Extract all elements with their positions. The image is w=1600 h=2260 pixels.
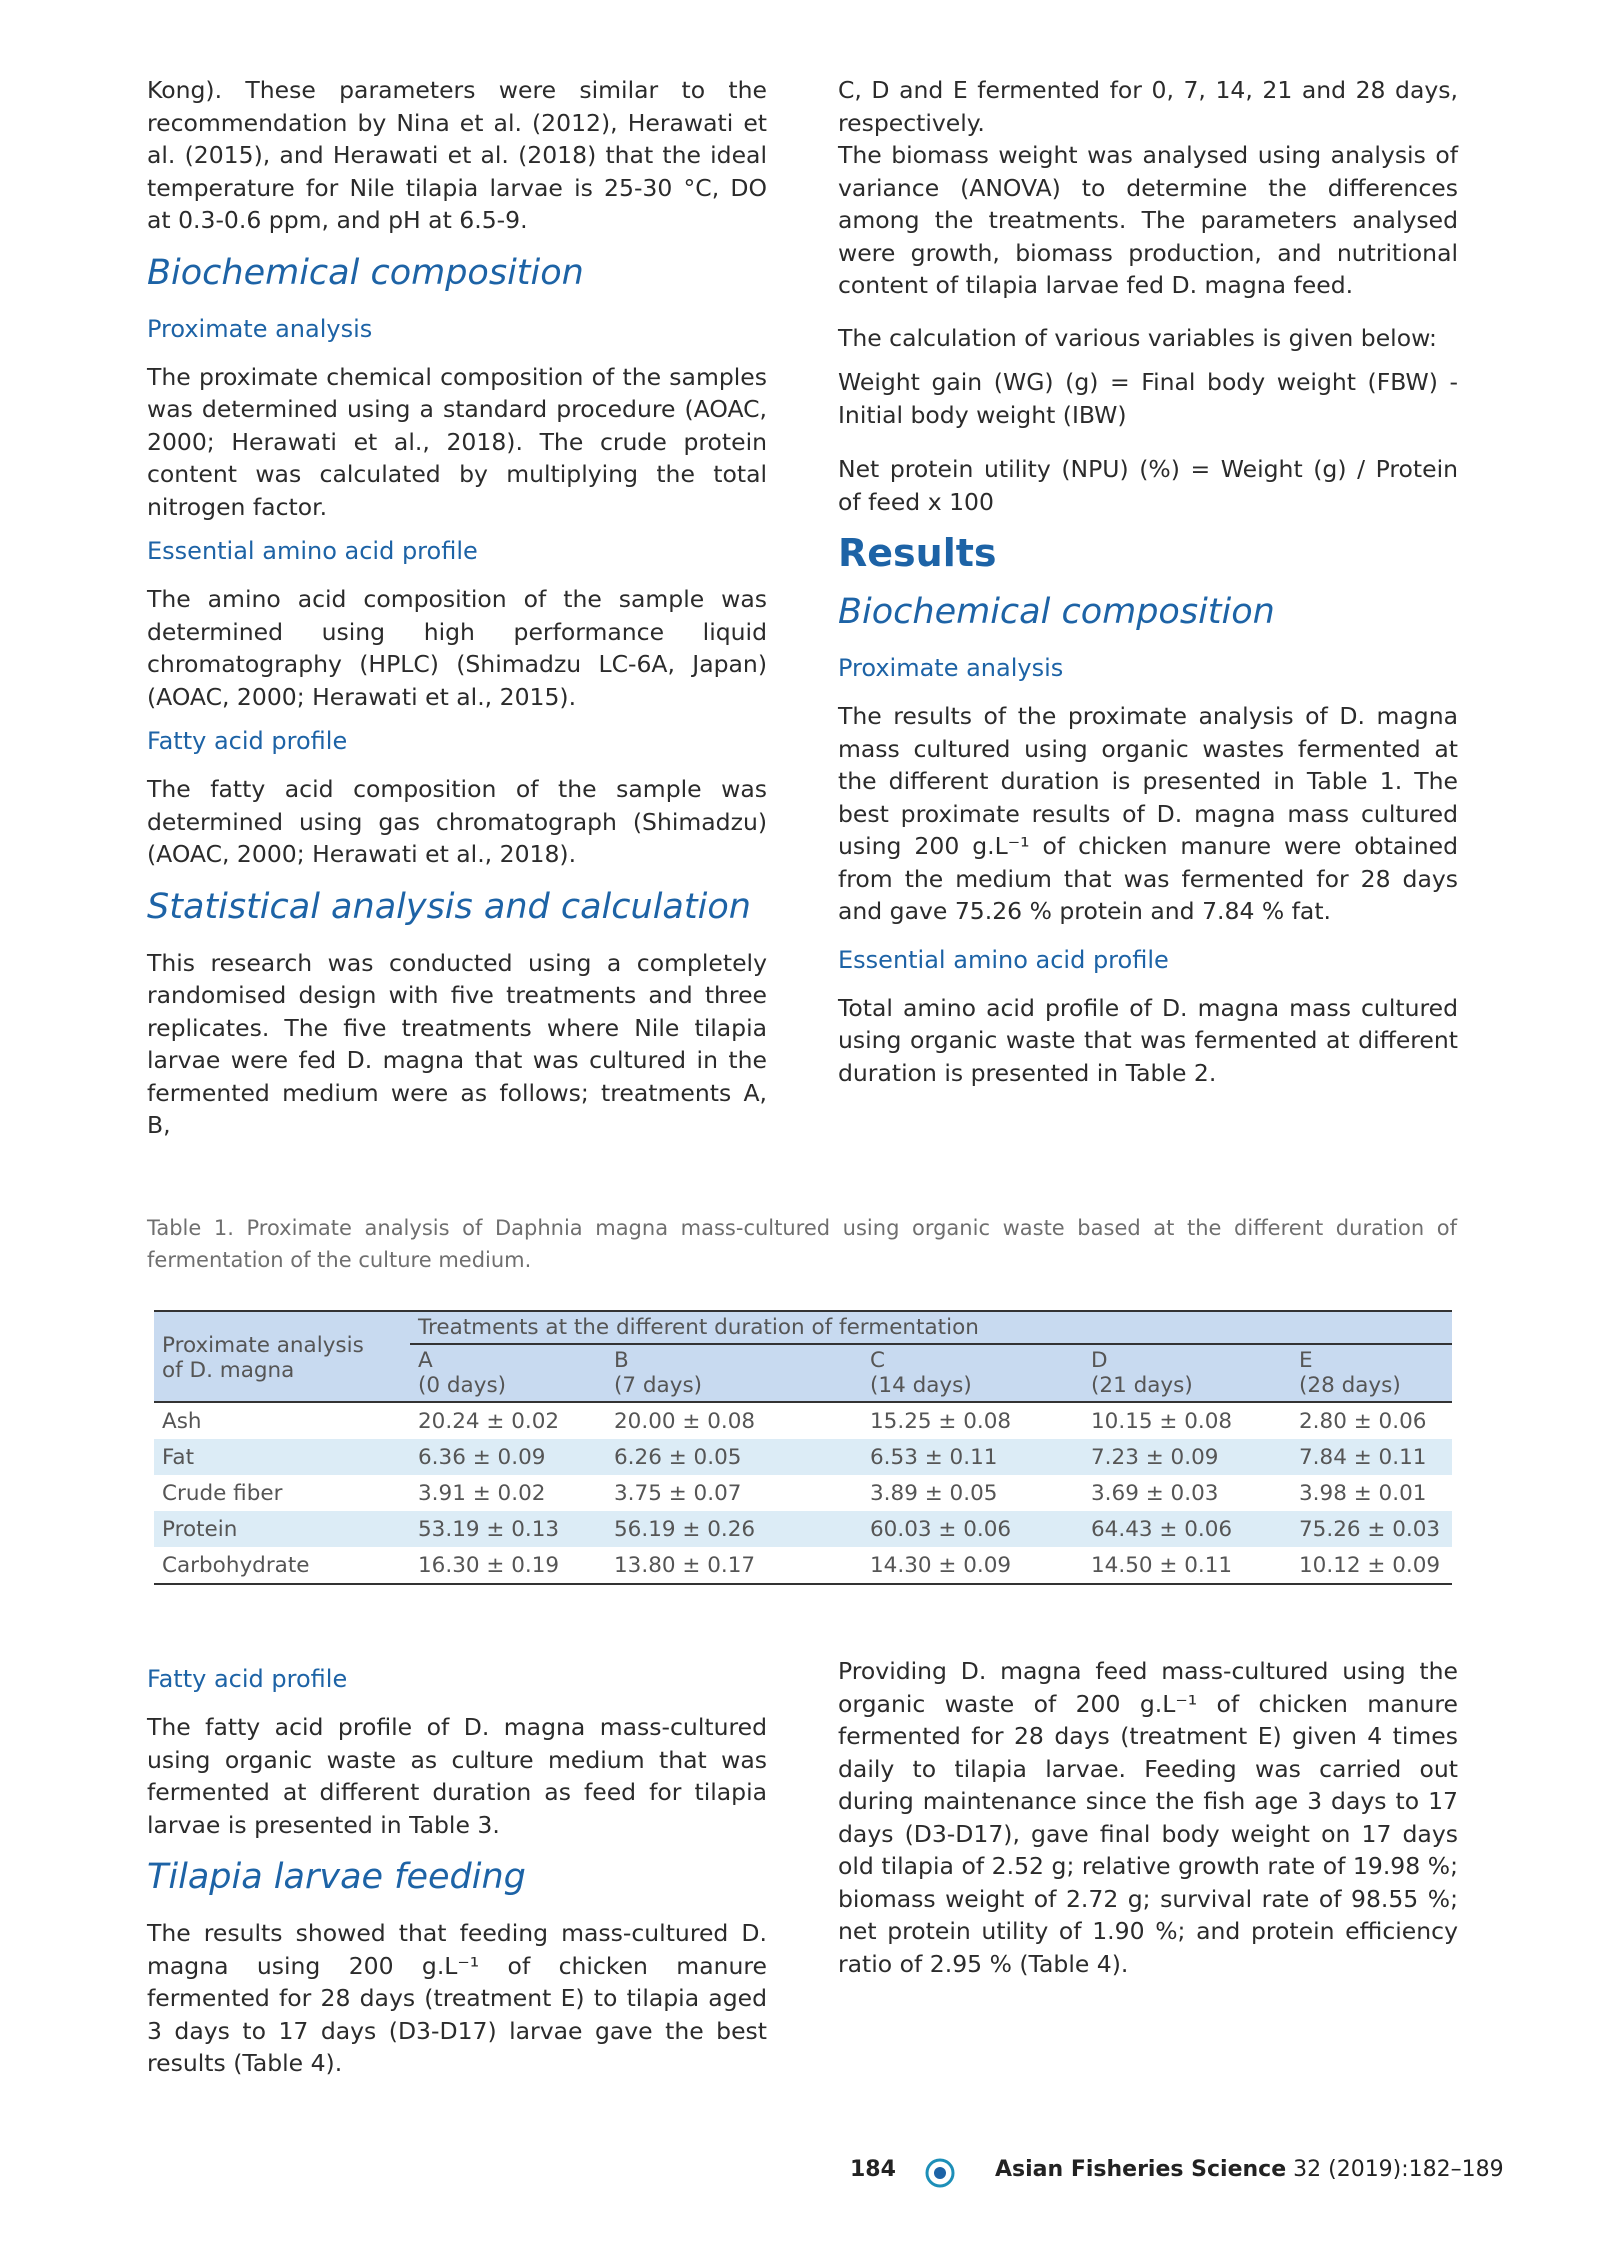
formula-weight-gain: Weight gain (WG) (g) = Final body weight (FBW) - Initial body weight (IBW) <box>838 368 1458 429</box>
table-cell: 60.03 ± 0.06 <box>870 1516 1012 1542</box>
row-header-line2: of D. magna <box>162 1358 295 1383</box>
table-row <box>154 1402 1452 1439</box>
section-heading-biochemical: Biochemical composition <box>147 252 584 293</box>
table-cell: 14.30 ± 0.09 <box>870 1552 1012 1578</box>
column-days: (21 days) <box>1091 1373 1193 1398</box>
subsection-heading-proximate: Proximate analysis <box>838 654 1064 682</box>
table-cell: 15.25 ± 0.08 <box>870 1408 1012 1434</box>
body-paragraph: The results of the proximate analysis of D. magna mass cultured using organic wastes fermented at the different duration is presented in Table 1. The best proximate results of D. magna mass cultured using 200 g.L⁻¹ of chicken manure were obtained from the medium that was fermented for 28 days and gave 75.26 % protein and 7.84 % fat. <box>838 702 1458 925</box>
body-paragraph: Total amino acid profile of D. magna mass cultured using organic waste that was fermented at different duration is presented in Table 2. <box>838 993 1458 1087</box>
table-cell: 16.30 ± 0.19 <box>418 1552 560 1578</box>
group-header: Treatments at the different duration of fermentation <box>410 1311 1452 1344</box>
table-cell: 6.53 ± 0.11 <box>870 1444 998 1470</box>
table-cell: 3.89 ± 0.05 <box>870 1480 998 1506</box>
table-cell: 14.50 ± 0.11 <box>1091 1552 1233 1578</box>
row-header-label <box>154 1311 410 1402</box>
table-row <box>154 1547 1452 1584</box>
table-cell: 6.26 ± 0.05 <box>614 1444 742 1470</box>
table-cell: 3.91 ± 0.02 <box>418 1480 546 1506</box>
table-cell: 7.84 ± 0.11 <box>1299 1444 1427 1470</box>
column-letter: A <box>418 1348 433 1373</box>
table-cell: 64.43 ± 0.06 <box>1091 1516 1233 1542</box>
subsection-heading-fatty: Fatty acid profile <box>147 1665 348 1693</box>
table-cell: 20.00 ± 0.08 <box>614 1408 756 1434</box>
table-cell: 3.69 ± 0.03 <box>1091 1480 1219 1506</box>
journal-volume: 32 (2019):182–189 <box>1293 2157 1504 2182</box>
section-heading-statistical: Statistical analysis and calculation <box>147 886 751 927</box>
table-cell: 10.12 ± 0.09 <box>1299 1552 1441 1578</box>
body-paragraph: C, D and E fermented for 0, 7, 14, 21 and 28 days, respectively. <box>838 76 1458 137</box>
subsection-heading-fatty: Fatty acid profile <box>147 727 348 755</box>
column-letter: E <box>1299 1348 1313 1373</box>
body-paragraph: This research was conducted using a completely randomised design with five treatments and three replicates. The five treatments where Nile tilapia larvae were fed D. magna that was cultured in the fermented medium were as follows; treatments A, B, <box>147 948 767 1139</box>
column-header <box>606 1344 862 1402</box>
left-column-bottom <box>147 1655 767 2092</box>
table-cell: 56.19 ± 0.26 <box>614 1516 756 1542</box>
table-cell: 7.23 ± 0.09 <box>1091 1444 1219 1470</box>
journal-reference <box>995 2157 1504 2182</box>
table-proximate-analysis <box>154 1310 1452 1585</box>
column-header <box>1083 1344 1291 1402</box>
left-column-top <box>147 74 767 1154</box>
subsection-heading-amino: Essential amino acid profile <box>838 945 1169 974</box>
column-days: (7 days) <box>614 1373 703 1398</box>
body-paragraph: The calculation of various variables is given below: <box>838 323 1437 352</box>
formula-net-protein: Net protein utility (NPU) (%) = Weight (g) / Protein of feed x 100 <box>838 455 1458 516</box>
body-paragraph: The biomass weight was analysed using analysis of variance (ANOVA) to determine the differences among the treatments. The parameters analysed were growth, biomass production, and nutritional content of tilapia larvae fed D. magna feed. <box>838 141 1458 299</box>
table-cell: 2.80 ± 0.06 <box>1299 1408 1427 1434</box>
column-header <box>1291 1344 1452 1402</box>
column-days: (28 days) <box>1299 1373 1401 1398</box>
table-cell: 20.24 ± 0.02 <box>418 1408 560 1434</box>
row-label: Ash <box>162 1408 202 1434</box>
column-letter: B <box>614 1348 629 1373</box>
table-cell: 3.98 ± 0.01 <box>1299 1480 1427 1506</box>
journal-name: Asian Fisheries Science <box>995 2157 1287 2182</box>
column-header <box>410 1344 606 1402</box>
table-cell: 53.19 ± 0.13 <box>418 1516 560 1542</box>
table-cell: 3.75 ± 0.07 <box>614 1480 742 1506</box>
body-paragraph: Providing D. magna feed mass-cultured using the organic waste of 200 g.L⁻¹ of chicken manure fermented for 28 days (treatment E) given 4 times daily to tilapia larvae. Feeding was carried out during maintenance since the fish age 3 days to 17 days (D3-D17), gave final body weight on 17 days old tilapia of 2.52 g; relative growth rate of 19.98 %; biomass weight of 2.72 g; survival rate of 98.55 %; net protein utility of 1.90 %; and protein efficiency ratio of 2.95 % (Table 4). <box>838 1657 1458 1978</box>
table-row <box>154 1511 1452 1547</box>
body-paragraph: The fatty acid composition of the sample was determined using gas chromatograph (Shimadzu) (AOAC, 2000; Herawati et al., 2018). <box>147 775 767 868</box>
section-heading-feeding: Tilapia larvae feeding <box>147 1857 526 1897</box>
right-column-bottom <box>838 1655 1458 1992</box>
body-paragraph: The amino acid composition of the sample was determined using high performance liquid chromatography (HPLC) (Shimadzu LC-6A, Japan) (AOAC, 2000; Herawati et al., 2015). <box>147 585 767 711</box>
table-row <box>154 1439 1452 1475</box>
section-heading-results: Results <box>838 531 997 575</box>
body-paragraph: Kong). These parameters were similar to the recommendation by Nina et al. (2012), Herawati et al. (2015), and Herawati et al. (2018) that the ideal temperature for Nile tilapia larvae is 25-30 °C, DO at 0.3-0.6 ppm, and pH at 6.5-9. <box>147 76 767 234</box>
journal-logo-icon <box>925 2158 955 2188</box>
column-days: (0 days) <box>418 1373 507 1398</box>
body-paragraph: The results showed that feeding mass-cultured D. magna using 200 g.L⁻¹ of chicken manure fermented for 28 days (treatment E) to tilapia aged 3 days to 17 days (D3-D17) larvae gave the best results (Table 4). <box>147 1919 767 2077</box>
section-heading-biochemical: Biochemical composition <box>838 592 1275 632</box>
row-header-line1: Proximate analysis <box>162 1333 364 1358</box>
table-cell: 13.80 ± 0.17 <box>614 1552 756 1578</box>
column-days: (14 days) <box>870 1373 972 1398</box>
column-letter: C <box>870 1348 886 1373</box>
page-number: 184 <box>850 2157 896 2182</box>
body-paragraph: The proximate chemical composition of the samples was determined using a standard procedure (AOAC, 2000; Herawati et al., 2018). The crude protein content was calculated by multiplying the total nitrogen factor. <box>147 362 767 521</box>
table-row <box>154 1475 1452 1511</box>
table-caption: Table 1. Proximate analysis of Daphnia magna mass-cultured using organic waste based at the different duration of fermentation of the culture medium. <box>147 1216 1457 1272</box>
table-cell: 6.36 ± 0.09 <box>418 1444 546 1470</box>
column-header <box>862 1344 1083 1402</box>
row-label: Crude fiber <box>162 1480 283 1506</box>
row-label: Protein <box>162 1516 238 1542</box>
row-label: Carbohydrate <box>162 1552 310 1578</box>
body-paragraph: The fatty acid profile of D. magna mass-cultured using organic waste as culture medium that was fermented at different duration as feed for tilapia larvae is presented in Table 3. <box>147 1713 767 1839</box>
subsection-heading-amino: Essential amino acid profile <box>147 537 478 565</box>
subsection-heading-proximate: Proximate analysis <box>147 314 373 343</box>
row-label: Fat <box>162 1444 194 1470</box>
column-letter: D <box>1091 1348 1108 1373</box>
table-cell: 10.15 ± 0.08 <box>1091 1408 1233 1434</box>
table-cell: 75.26 ± 0.03 <box>1299 1516 1441 1542</box>
right-column-top <box>838 74 1458 1101</box>
